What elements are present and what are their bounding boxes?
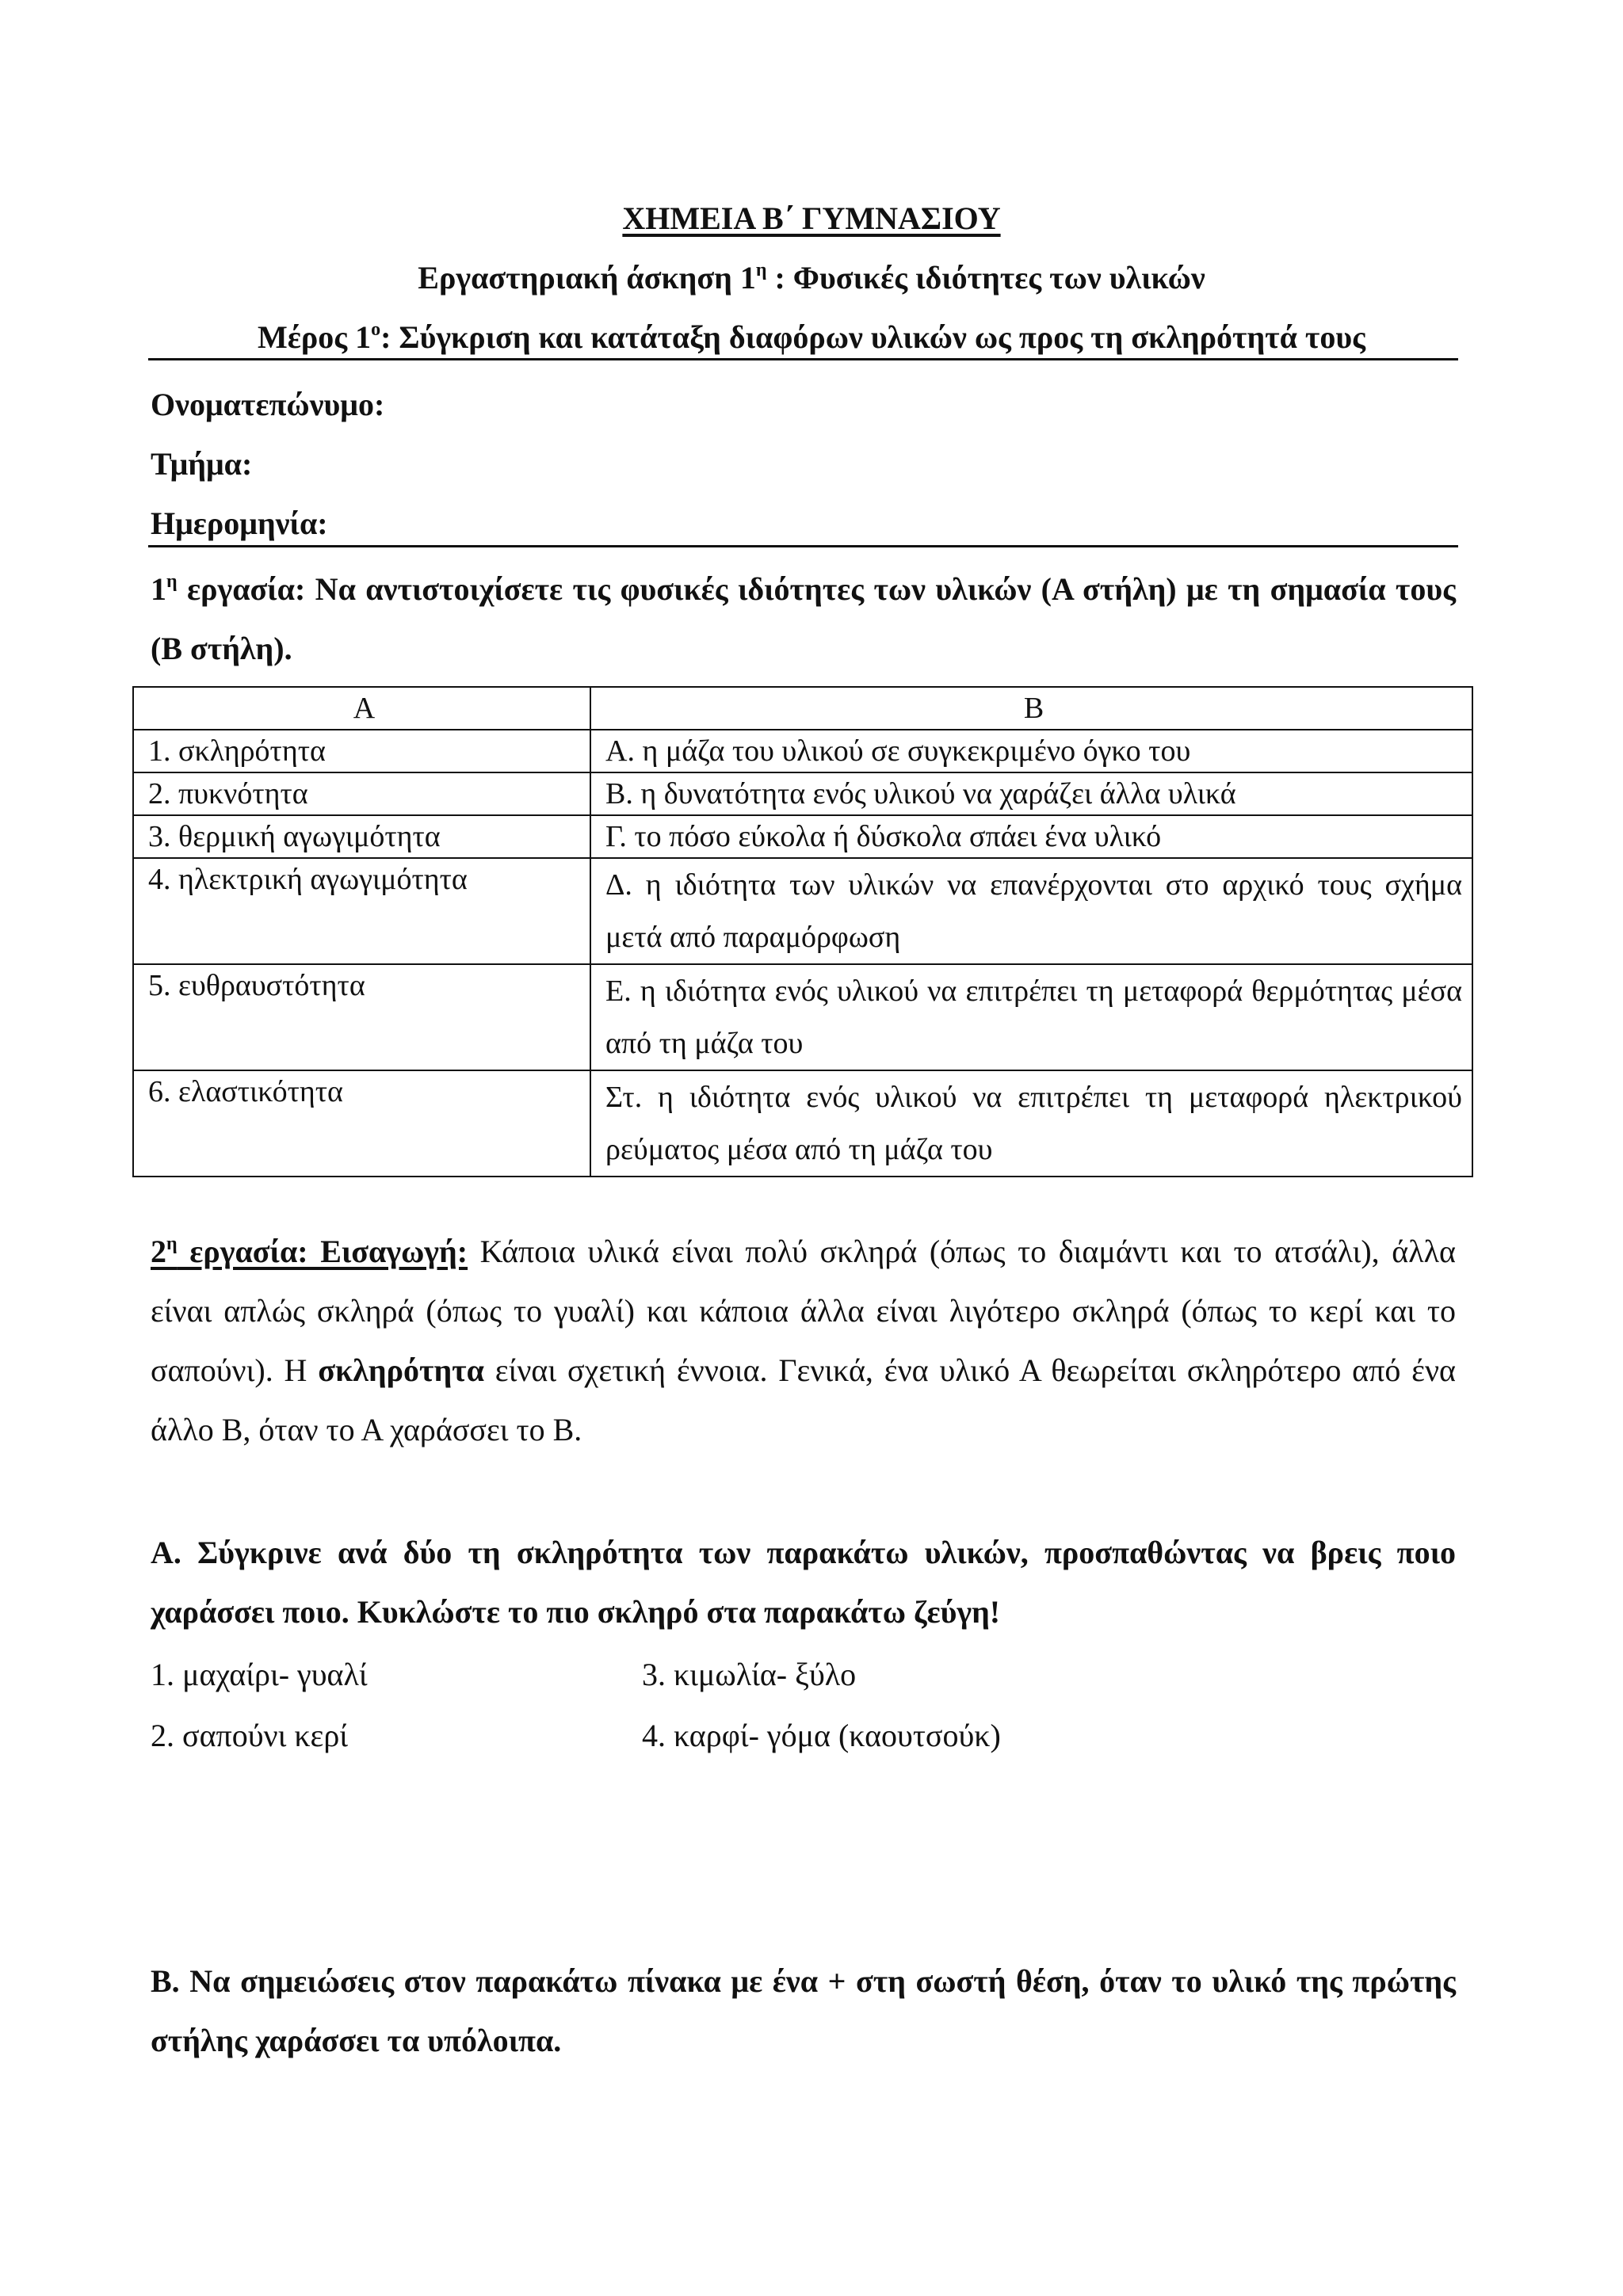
task2-text-2: είναι σχετική έννοια. Γενικά, ένα υλικό Α θεωρείται σκληρότερο από ένα άλλο Β, όταν το Α χαράσσει το Β. <box>151 1352 1457 1447</box>
meaning-cell: Στ. η ιδιότητα ενός υλικού να επιτρέπει τη μεταφορά ηλεκτρικού ρεύματος μέσα από τη μάζα του <box>590 1070 1472 1177</box>
task1-instruction <box>151 559 1456 678</box>
table-row <box>133 730 1472 772</box>
property-cell: 2. πυκνότητα <box>133 772 590 815</box>
property-cell: 5. ευθραυστότητα <box>133 964 590 1070</box>
task1-number: 1 <box>151 571 166 607</box>
meaning-cell: Δ. η ιδιότητα των υλικών να επανέρχονται στο αρχικό τους σχήμα μετά από παραμόρφωση <box>590 858 1472 964</box>
pair-item: 4. καρφί- γόμα (καουτσούκ) <box>642 1718 1001 1753</box>
task2-sup: η <box>166 1234 178 1254</box>
pair-item: 3. κιμωλία- ξύλο <box>642 1657 857 1692</box>
table-row <box>133 1070 1472 1177</box>
property-cell: 6. ελαστικότητα <box>133 1070 590 1177</box>
table-row <box>133 964 1472 1070</box>
subtitle-sup: η <box>755 260 767 280</box>
table-row <box>133 815 1472 858</box>
property-cell: 4. ηλεκτρική αγωγιμότητα <box>133 858 590 964</box>
date-label: Ημερομηνία: <box>151 505 328 541</box>
property-cell: 3. θερμική αγωγιμότητα <box>133 815 590 858</box>
matching-table <box>132 686 1473 1177</box>
pair-item: 1. μαχαίρι- γυαλί <box>151 1657 368 1692</box>
pair-item: 2. σαπούνι κερί <box>151 1718 349 1753</box>
meaning-cell: Α. η μάζα του υλικού σε συγκεκριμένο όγκο του <box>590 730 1472 772</box>
task2-introduction <box>151 1222 1456 1459</box>
part-b-instruction: Β. Να σημειώσεις στον παρακάτω πίνακα με ένα + στη σωστή θέση, όταν το υλικό της πρώτης στήλης χαράσσει τα υπόλοιπα. <box>151 1963 1456 2058</box>
class-label: Τμήμα: <box>151 446 253 482</box>
header-divider <box>148 358 1458 360</box>
property-cell: 1. σκληρότητα <box>133 730 590 772</box>
task1-text: εργασία: Να αντιστοιχίσετε τις φυσικές ιδιότητες των υλικών (Α στήλη) με τη σημασία τους (Β στήλη). <box>151 571 1456 666</box>
table-row <box>133 772 1472 815</box>
document-title: ΧΗΜΕΙΑ Β΄ ΓΥΜΝΑΣΙΟΥ <box>622 200 1001 236</box>
column-a-header: Α <box>133 687 590 730</box>
task1-sup: η <box>166 571 178 592</box>
task2-heading-text: εργασία: Εισαγωγή: <box>177 1234 468 1269</box>
meaning-cell: Ε. η ιδιότητα ενός υλικού να επιτρέπει τη μεταφορά θερμότητας μέσα από τη μάζα του <box>590 964 1472 1070</box>
part-sup: ο <box>371 319 381 340</box>
part-pre: Μέρος 1 <box>257 319 372 355</box>
student-info-divider <box>148 545 1458 547</box>
task2-number: 2 <box>151 1234 166 1269</box>
part-heading <box>0 318 1623 357</box>
column-b-header: Β <box>590 687 1472 730</box>
name-label: Ονοματεπώνυμο: <box>151 387 385 422</box>
subtitle-pre: Εργαστηριακή άσκηση 1 <box>418 260 756 296</box>
task2-bold-word: σκληρότητα <box>318 1352 484 1388</box>
table-row <box>133 858 1472 964</box>
table-header-row <box>133 687 1472 730</box>
meaning-cell: Β. η δυνατότητα ενός υλικού να χαράζει άλλα υλικά <box>590 772 1472 815</box>
exercise-subtitle <box>0 259 1623 297</box>
meaning-cell: Γ. το πόσο εύκολα ή δύσκολα σπάει ένα υλικό <box>590 815 1472 858</box>
task2-text-1: Κάποια υλικά είναι πολύ σκληρά (όπως το διαμάντι και το ατσάλι), άλλα είναι απλώς σκληρά (όπως το γυαλί) και κάποια άλλα είναι λιγότερο σκληρά (όπως το κερί και το σαπούνι). Η <box>151 1234 1456 1388</box>
part-a-instruction: Α. Σύγκρινε ανά δύο τη σκληρότητα των παρακάτω υλικών, προσπαθώντας να βρεις ποιο χαράσσει ποιο. Κυκλώστε το πιο σκληρό στα παρακάτω ζεύγη! <box>151 1535 1456 1630</box>
subtitle-post: : Φυσικές ιδιότητες των υλικών <box>766 260 1205 296</box>
part-post: : Σύγκριση και κατάταξη διαφόρων υλικών ως προς τη σκληρότητά τους <box>380 319 1366 355</box>
task2-heading <box>151 1234 468 1269</box>
